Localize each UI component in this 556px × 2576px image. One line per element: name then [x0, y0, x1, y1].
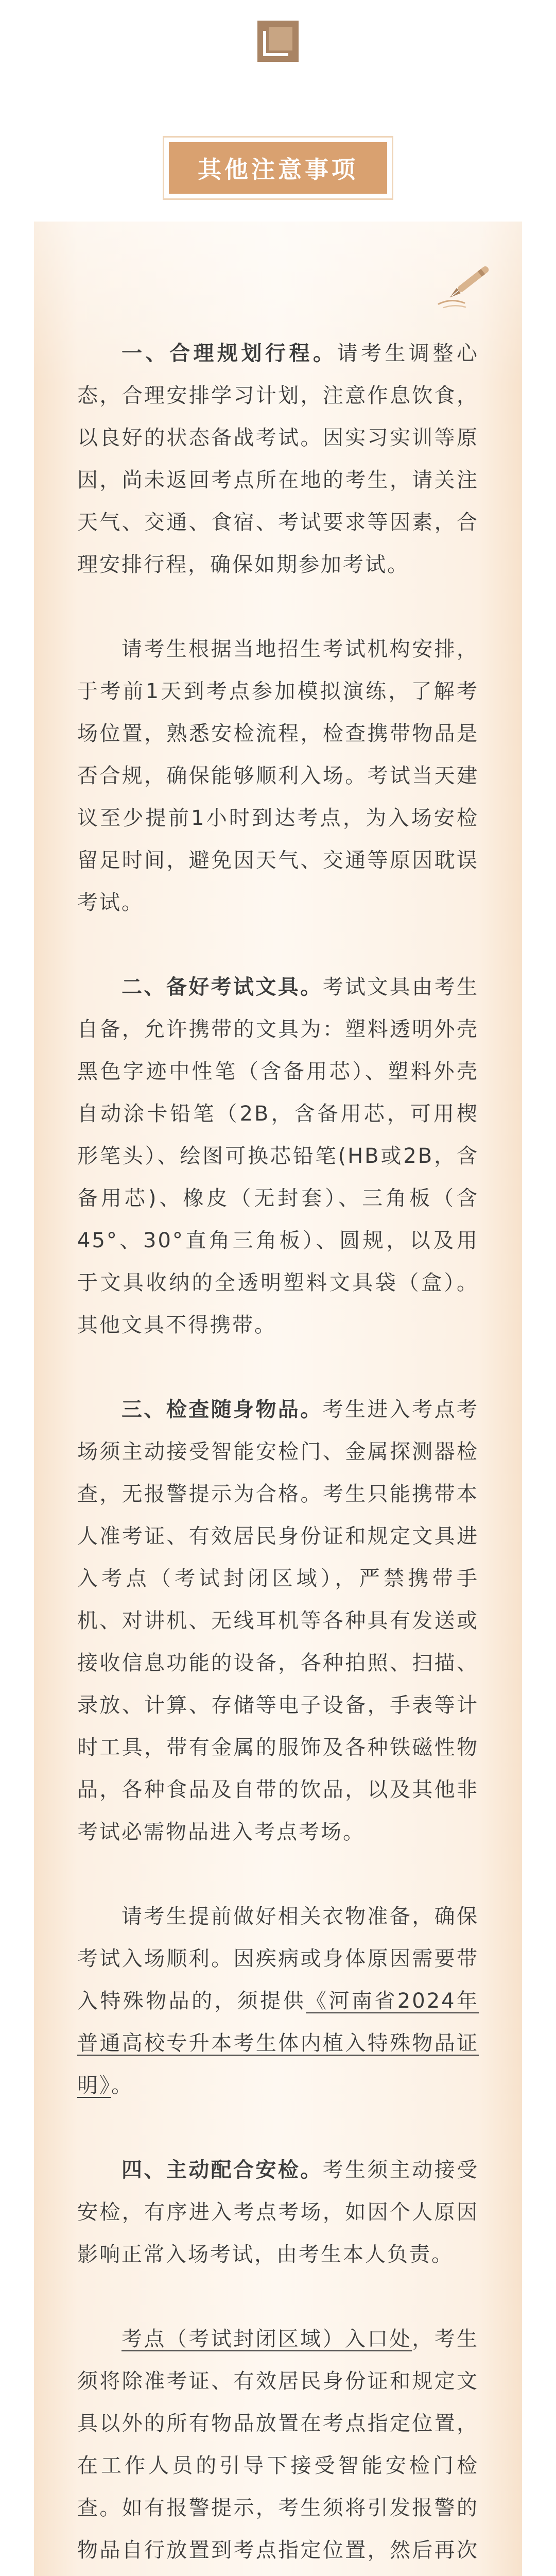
paragraph-personal-items	[77, 1388, 479, 1853]
paragraph-heading: 四、主动配合安检。	[121, 2158, 323, 2182]
paragraph-clothing	[77, 1895, 479, 2107]
paragraph-text-tail: ，考生须将除准考证、有效居民身份证和规定文具以外的所有物品放置在考点指定位置，在工作人员的引导下接受智能安检门检查。如有报警提示，考生须将引发报警的物品自行放置到考点指定位置，然后再次	[77, 2327, 479, 2562]
quill-pen-graphic	[436, 258, 497, 309]
paragraph-text: 请考生调整心态，合理安排学习计划，注意作息饮食，以良好的状态备战考试。因实习实训等原因，尚未返回考点所在地的考生，请关注天气、交通、食宿、考试要求等因素，合理安排行程，确保如期参加考试。	[77, 342, 479, 577]
paragraph-text: 请考生提前做好相关衣物准备，确保考试入场顺利。因疾病或身体原因需要带入特殊物品的，须提供	[77, 1905, 479, 2013]
paragraph-plan-trip	[77, 332, 479, 586]
paragraph-heading: 一、合理规划行程。	[121, 342, 337, 365]
paragraph-text: 考生进入考点考场须主动接受智能安检门、金属探测器检查，无报警提示为合格。考生只能携带本人准考证、有效居民身份证和规定文具进入考点（考试封闭区域），严禁携带手机、对讲机、无线耳机等各种具有发送或接收信息功能的设备，各种拍照、扫描、录放、计算、存储等电子设备，手表等计时工具，带有金属的服饰及各种铁磁性物品，各种食品及自带的饮品，以及其他非考试必需物品进入考点考场。	[77, 1398, 479, 1844]
section-title: 其他注意事项	[198, 156, 358, 183]
square-logo-graphic	[257, 21, 299, 62]
paragraph-heading: 二、备好考试文具。	[121, 975, 323, 999]
notice-card	[34, 222, 522, 2576]
underlined-certificate-title: 《河南省2024年普通高校专升本考生体内植入特殊物品证明》	[77, 1989, 479, 2097]
paragraph-text-tail: 。	[111, 2074, 133, 2097]
underlined-location: 考点（考试封闭区域）入口处	[121, 2327, 412, 2351]
paragraph-text: 考试文具由考生自备，允许携带的文具为：塑料透明外壳黑色字迹中性笔（含备用芯）、塑料外壳自动涂卡铅笔（2B，含备用芯，可用楔形笔头）、绘图可换芯铅笔(HB或2B，含备用芯)、橡皮（无封套）、三角板（含45°、30°直角三角板）、圆规，以及用于文具收纳的全透明塑料文具袋（盒）。其他文具不得携带。	[77, 975, 479, 1337]
square-logo-icon	[257, 21, 299, 62]
section-banner-fill	[169, 142, 387, 194]
quill-pen-icon	[436, 258, 497, 309]
paragraph-mock-drill	[77, 628, 479, 924]
paragraph-heading: 三、检查随身物品。	[121, 1398, 323, 1421]
paragraph-text: 请考生根据当地招生考试机构安排，于考前1天到考点参加模拟演练，了解考场位置，熟悉安检流程，检查携带物品是否合规，确保能够顺利入场。考试当天建议至少提前1小时到达考点，为入场安检留足时间，避免因天气、交通等原因耽误考试。	[77, 637, 479, 914]
paragraph-security-check	[77, 2149, 479, 2276]
section-banner	[163, 136, 393, 200]
paragraph-stationery	[77, 966, 479, 1346]
paragraph-entrance-check	[77, 2318, 479, 2576]
paragraph-text: 考生须主动接受安检，有序进入考点考场，如因个人原因影响正常入场考试，由考生本人负责。	[77, 2158, 479, 2266]
